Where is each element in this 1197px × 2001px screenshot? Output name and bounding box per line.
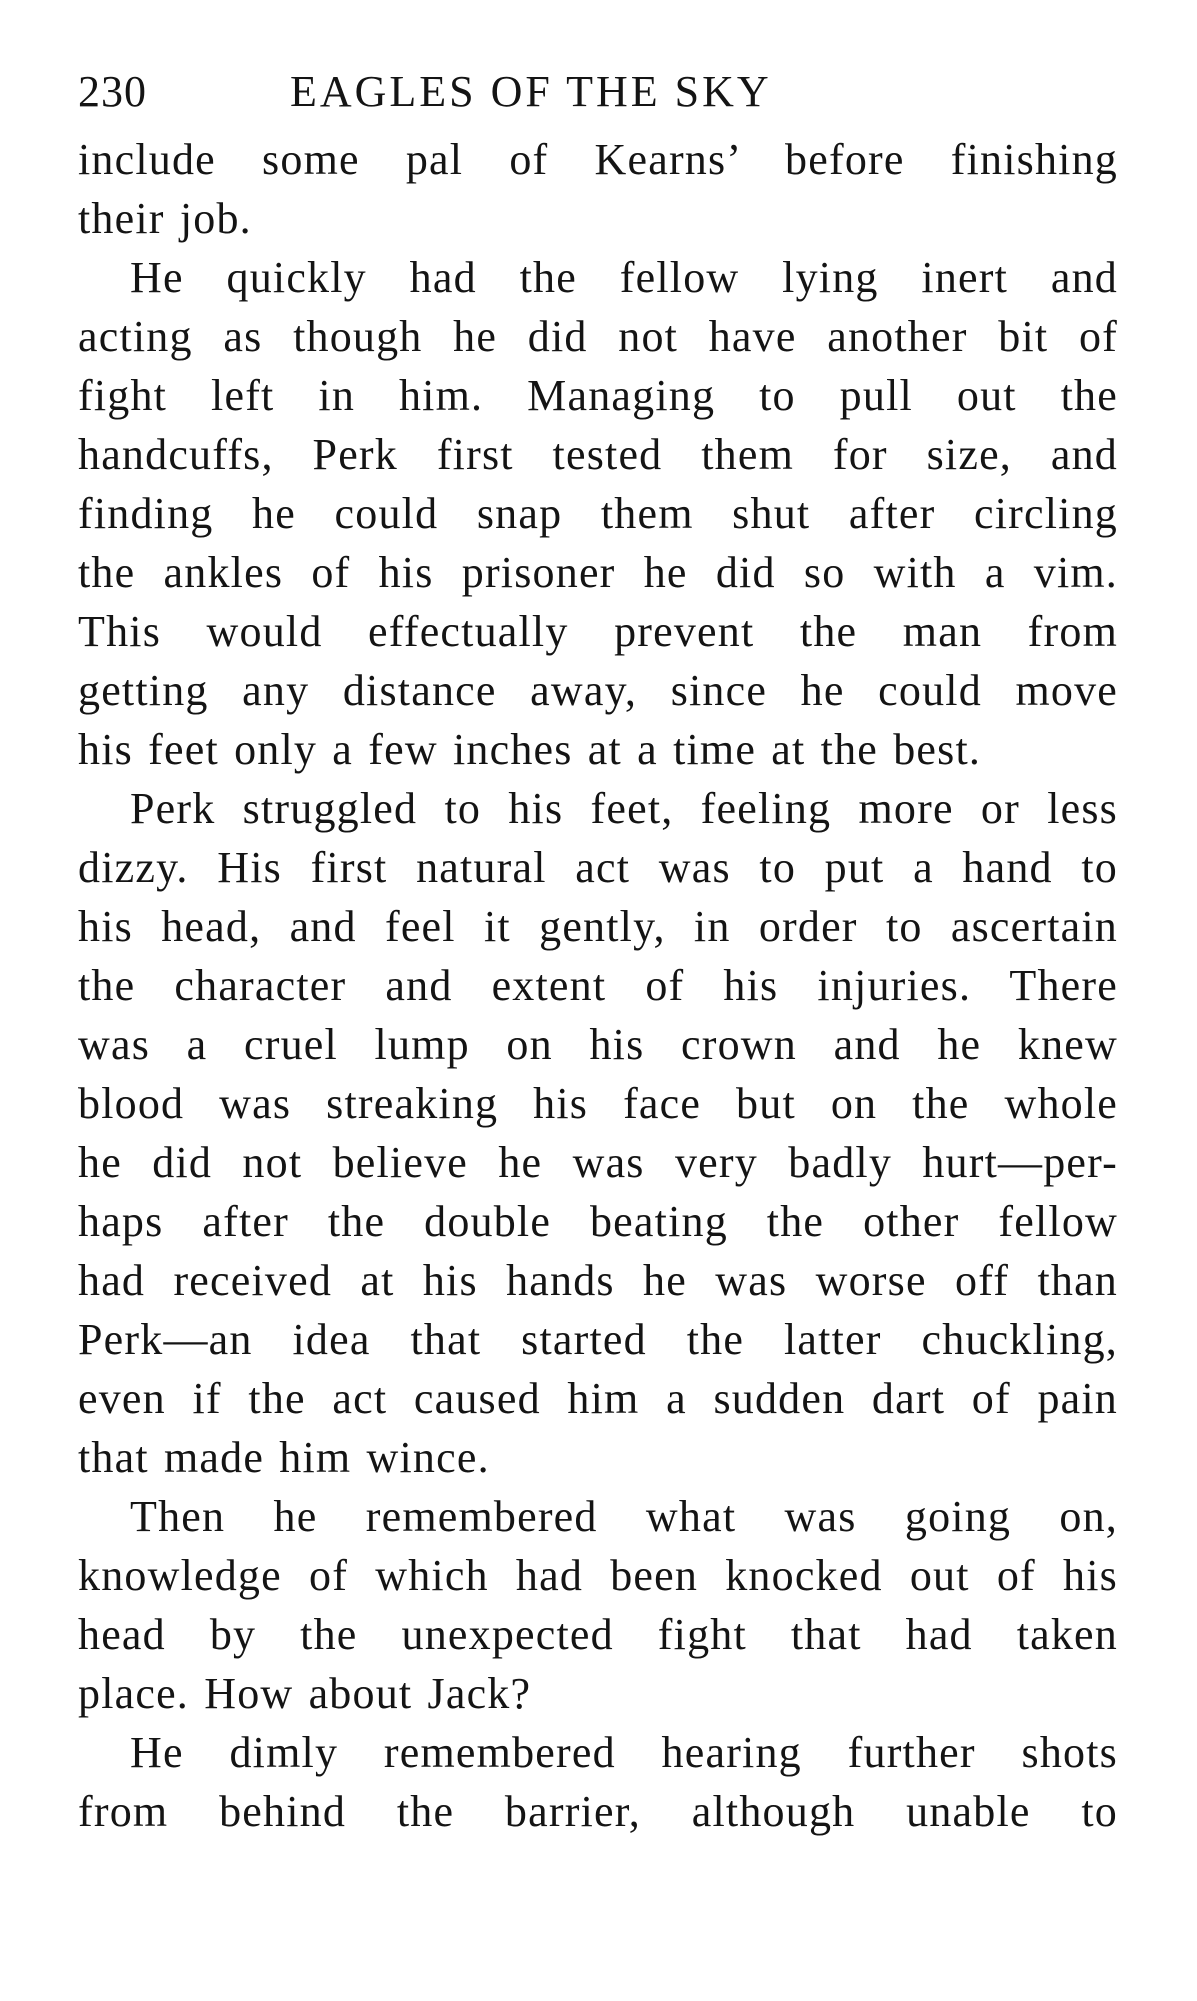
text-line: their job. [78, 194, 252, 243]
paragraph [78, 248, 1118, 779]
paragraph [78, 1487, 1118, 1723]
text-line: blood was streaking his face but on the whole [78, 1079, 1118, 1128]
text-line: Perk—an idea that started the latter chuckling, [78, 1315, 1118, 1364]
running-title: EAGLES OF THE SKY [290, 67, 772, 116]
text-line: He dimly remembered hearing further shots [130, 1728, 1118, 1777]
text-line: This would effectually prevent the man from [78, 607, 1118, 656]
text-line: head by the unexpected fight that had taken [78, 1610, 1118, 1659]
text-line: dizzy. His first natural act was to put a hand to [78, 843, 1118, 892]
text-line: the ankles of his prisoner he did so with a vim. [78, 548, 1118, 597]
paragraph [78, 779, 1118, 1487]
text-line: He quickly had the fellow lying inert and [130, 253, 1118, 302]
text-line: his head, and feel it gently, in order to ascertain [78, 902, 1118, 951]
paragraph [78, 1723, 1118, 1841]
text-line: had received at his hands he was worse off than [78, 1256, 1118, 1305]
text-line: from behind the barrier, although unable to [78, 1787, 1118, 1836]
page-number: 230 [78, 67, 147, 116]
text-line: Perk struggled to his feet, feeling more or less [130, 784, 1118, 833]
body-text [78, 130, 1118, 1841]
paragraph [78, 130, 1118, 248]
text-line: handcuffs, Perk first tested them for size, and [78, 430, 1118, 479]
text-line: even if the act caused him a sudden dart of pain [78, 1374, 1118, 1423]
text-line: his feet only a few inches at a time at the best. [78, 725, 982, 774]
page-header [78, 62, 1118, 122]
text-line: fight left in him. Managing to pull out the [78, 371, 1118, 420]
text-line: that made him wince. [78, 1433, 490, 1482]
text-line: Then he remembered what was going on, [130, 1492, 1118, 1541]
text-line: getting any distance away, since he could move [78, 666, 1118, 715]
text-line: include some pal of Kearns’ before finishing [78, 135, 1118, 184]
text-line: acting as though he did not have another bit of [78, 312, 1118, 361]
text-line: finding he could snap them shut after circling [78, 489, 1118, 538]
text-line: the character and extent of his injuries. There [78, 961, 1118, 1010]
text-line: he did not believe he was very badly hurt—per- [78, 1138, 1118, 1187]
text-line: place. How about Jack? [78, 1669, 532, 1718]
book-page [78, 62, 1118, 1841]
text-line: was a cruel lump on his crown and he knew [78, 1020, 1118, 1069]
text-line: knowledge of which had been knocked out of his [78, 1551, 1118, 1600]
text-line: haps after the double beating the other fellow [78, 1197, 1118, 1246]
